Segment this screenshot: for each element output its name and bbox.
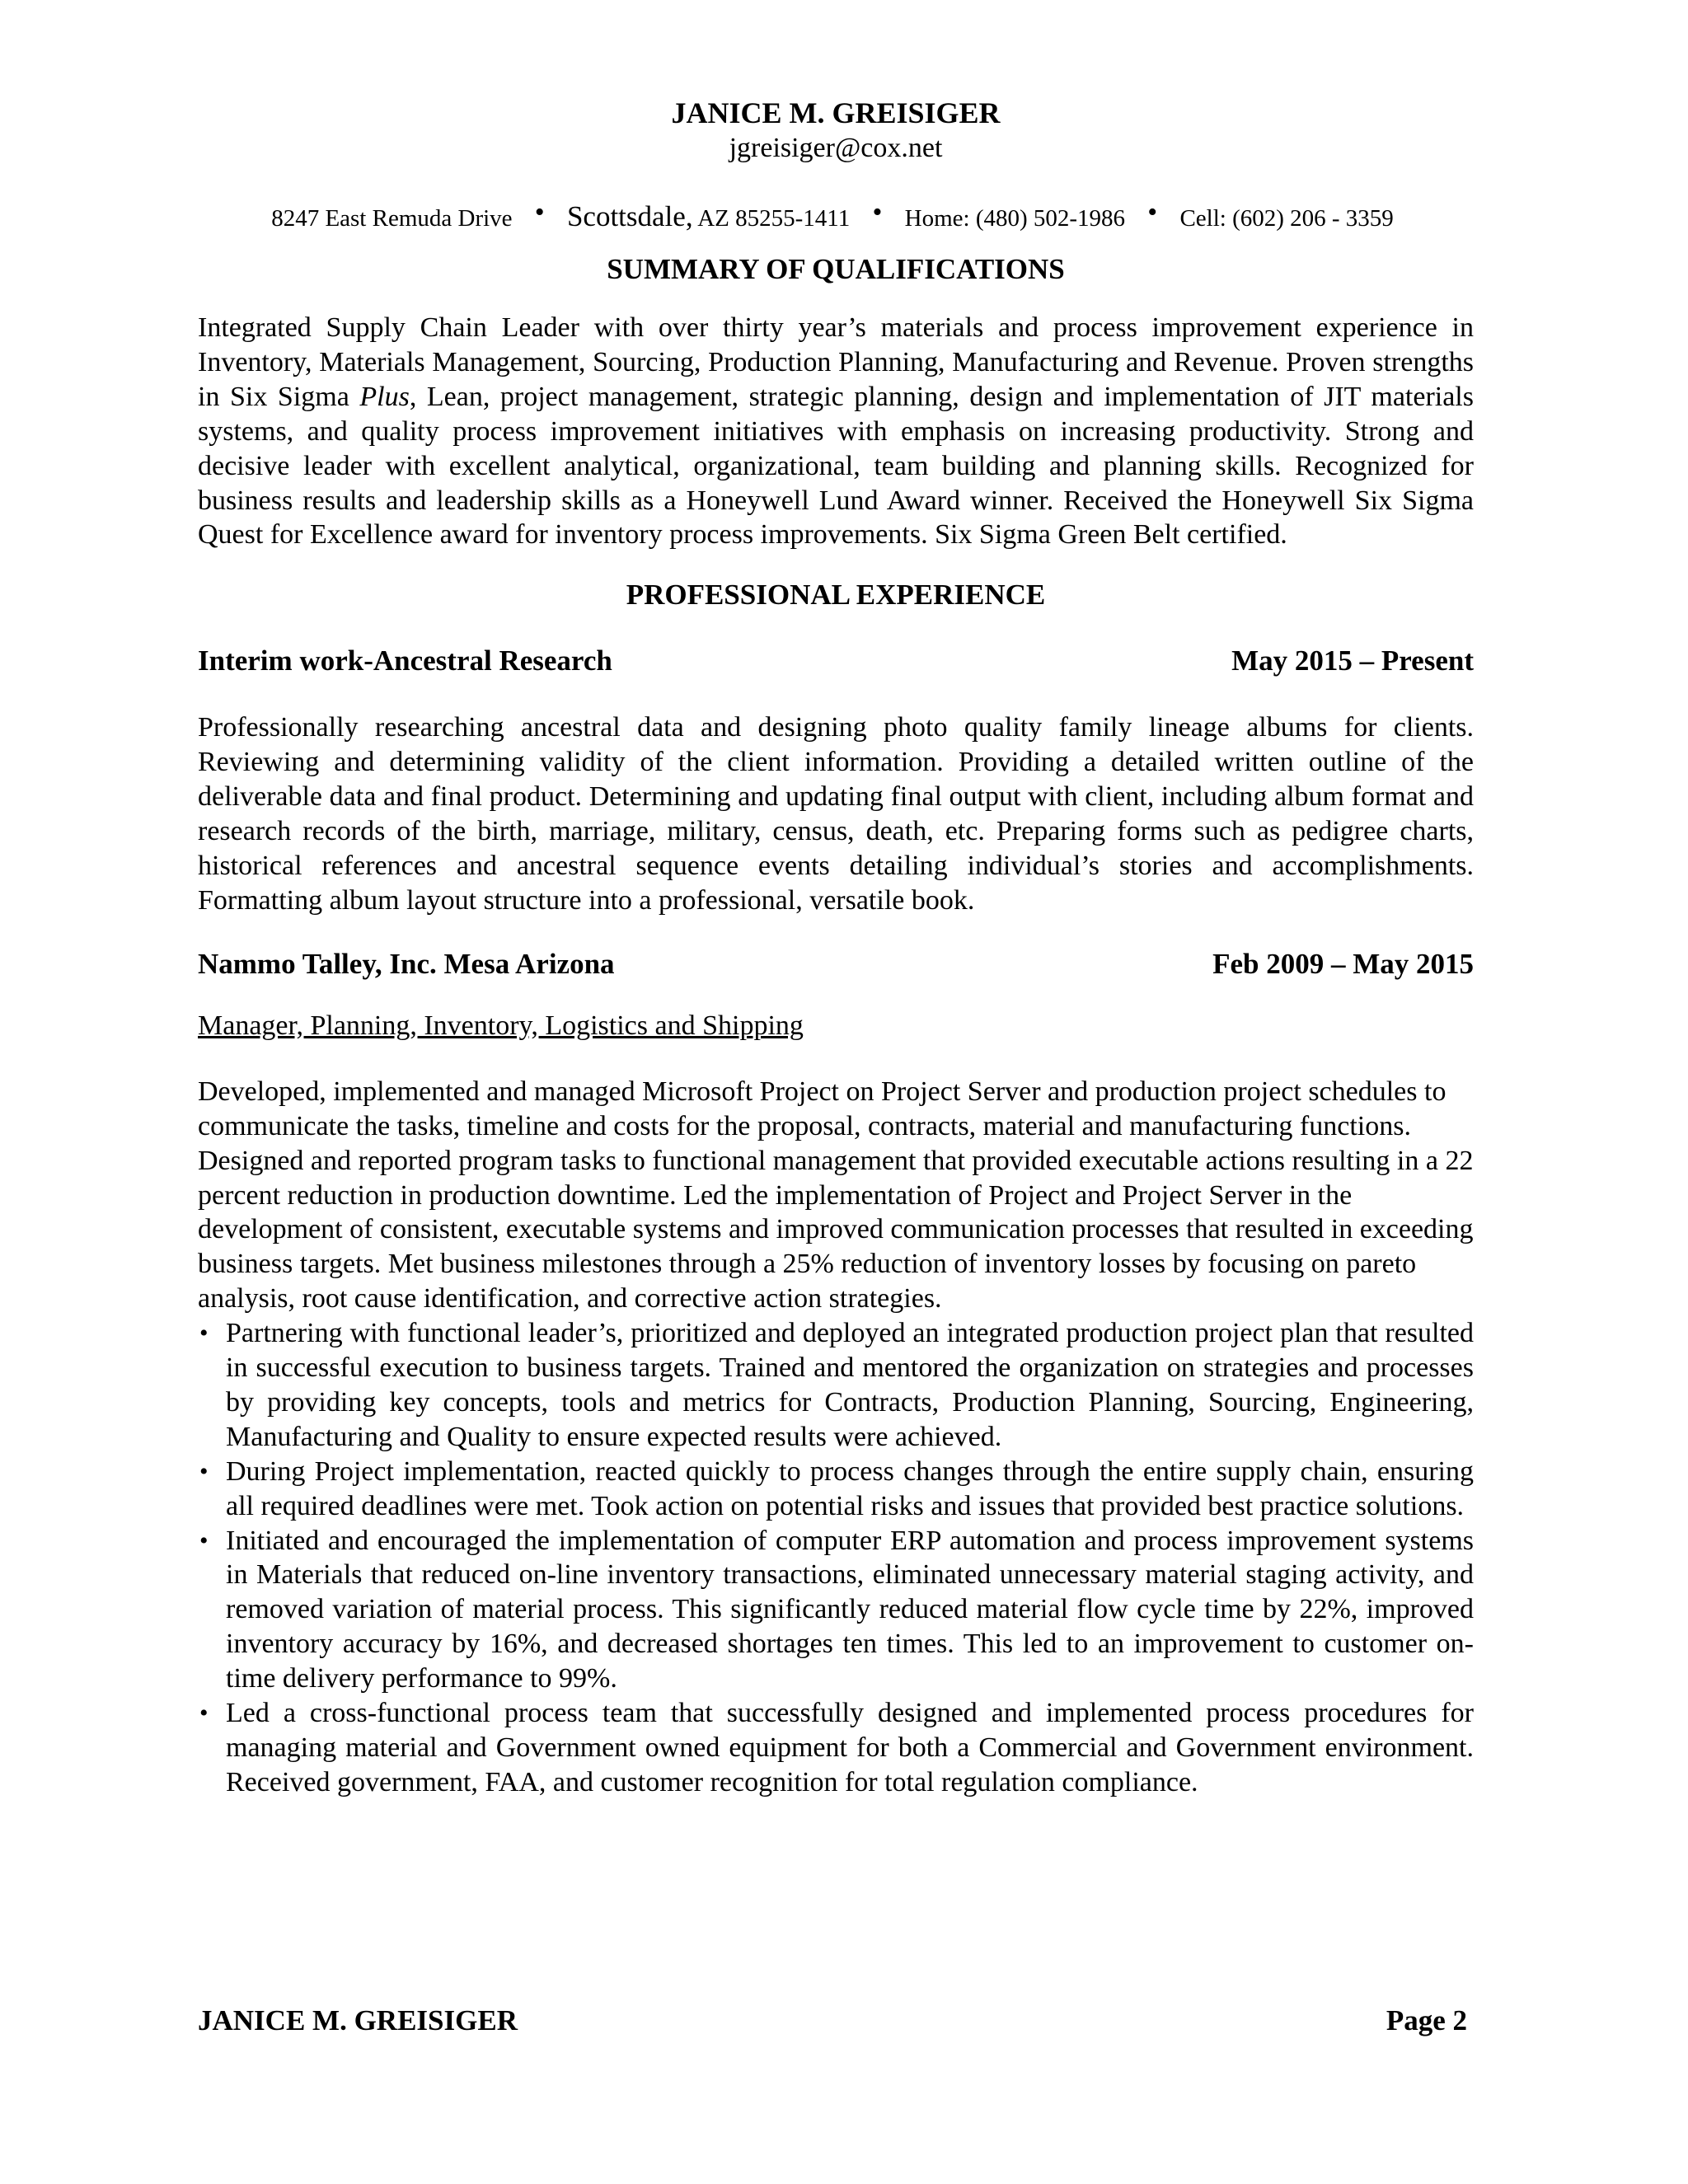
list-item bbox=[198, 1455, 1474, 1524]
achievement-list bbox=[198, 1316, 1474, 1800]
cell-phone: Cell: (602) 206 - 3359 bbox=[1179, 205, 1394, 232]
email-address: jgreisiger@cox.net bbox=[729, 133, 943, 163]
list-item-text: Initiated and encouraged the implementation of computer ERP automation and process improvement systems in Materials that reduced on-line inventory transactions, eliminated unnecessary material staging activity, and removed variation of material process. This significantly reduced material flow cycle time by 22%, improved inventory accuracy by 16%, and decreased shortages ten times. This led to an improvement to customer on-time delivery performance to 99%. bbox=[226, 1525, 1474, 1694]
summary-text-2: , Lean, project management, strategic planning, design and implementation of JIT materials systems, and quality process improvement initiatives with emphasis on increasing productivity. Strong and decisive leader with excellent analytical, organizational, team building and planning skills. Recognized for business results and leadership skills as a Honeywell Lund Award winner. Received the Honeywell Six Sigma Quest for Excellence award for inventory process improvements. Six Sigma Green Belt certified. bbox=[198, 381, 1474, 551]
bullet-icon: • bbox=[199, 1319, 209, 1347]
resume-page bbox=[198, 95, 1474, 1800]
separator-dot: • bbox=[534, 197, 545, 227]
list-item bbox=[198, 1524, 1474, 1697]
summary-paragraph bbox=[198, 311, 1474, 552]
state-zip: AZ 85255-1411 bbox=[697, 205, 851, 232]
job-dates: May 2015 – Present bbox=[1231, 644, 1474, 677]
list-item bbox=[198, 1316, 1474, 1455]
list-item-text: Partnering with functional leader’s, prioritized and deployed an integrated production project plan that resulted in successful execution to business targets. Trained and mentored the organization on strategies and processes by providing key concepts, tools and metrics for Contracts, Production Planning, Sourcing, Engineering, Manufacturing and Quality to ensure expected results were achieved. bbox=[226, 1318, 1474, 1452]
job-description: Developed, implemented and managed Microsoft Project on Project Server and production project schedules to communicate the tasks, timeline and costs for the proposal, contracts, material and manufacturing functions. Designed and reported program tasks to functional management that provided executable actions resulting in a 22 percent reduction in production downtime. Led the implementation of Project and Project Server in the development of consistent, executable systems and improved communication processes that resulted in exceeding business targets. Met business milestones through a 25% reduction of inventory losses by focusing on pareto analysis, root cause identification, and corrective action strategies. bbox=[198, 1076, 1474, 1315]
city: Scottsdale, bbox=[566, 200, 693, 232]
separator-dot: • bbox=[872, 197, 883, 227]
summary-text-italic: Plus bbox=[359, 381, 410, 412]
street-address: 8247 East Remuda Drive bbox=[271, 205, 513, 232]
list-item-text: During Project implementation, reacted quickly to process changes through the entire supply chain, ensuring all required deadlines were met. Took action on potential risks and issues that provided best practice solutions. bbox=[226, 1455, 1474, 1521]
list-item bbox=[198, 1696, 1474, 1800]
summary-text-1: Integrated Supply Chain Leader with over thirty year’s materials and process improvement experience in Inventory, Materials Management, Sourcing, Production Planning, Manufacturing and Revenue. Proven strengths in Six Sigma bbox=[198, 312, 1474, 412]
resume-name: JANICE M. GREISIGER bbox=[671, 96, 1001, 129]
footer-name: JANICE M. GREISIGER bbox=[198, 2004, 518, 2036]
job-dates: Feb 2009 – May 2015 bbox=[1212, 947, 1474, 980]
experience-heading: PROFESSIONAL EXPERIENCE bbox=[626, 579, 1046, 612]
bullet-icon: • bbox=[199, 1457, 209, 1485]
job-description: Professionally researching ancestral data and designing photo quality family lineage albums for clients. Reviewing and determining validity of the client information. Providing a detailed written outline of the deliverable data and final product. Determining and updating final output with client, including album format and research records of the birth, marriage, military, census, death, etc. Preparing forms such as pedigree charts, historical references and ancestral sequence events detailing individual’s stories and accomplishments. Formatting album layout structure into a professional, versatile book. bbox=[198, 712, 1474, 916]
job-header bbox=[198, 643, 1474, 679]
page-number: Page 2 bbox=[1386, 2004, 1467, 2036]
home-phone: Home: (480) 502-1986 bbox=[904, 205, 1126, 232]
bullet-icon: • bbox=[199, 1699, 209, 1727]
job-title: Interim work-Ancestral Research bbox=[198, 644, 612, 677]
job-header bbox=[198, 946, 1474, 982]
contact-line bbox=[195, 197, 1470, 235]
list-item-text: Led a cross-functional process team that successfully designed and implemented process procedures for managing material and Government owned equipment for both a Commercial and Government environment. Received government, FAA, and customer recognition for total regulation compliance. bbox=[226, 1698, 1474, 1797]
job-role: Manager, Planning, Inventory, Logistics and Shipping bbox=[198, 1010, 804, 1041]
summary-heading: SUMMARY OF QUALIFICATIONS bbox=[607, 253, 1065, 285]
separator-dot: • bbox=[1147, 197, 1158, 227]
page-footer bbox=[198, 2003, 1467, 2039]
bullet-icon: • bbox=[199, 1526, 209, 1554]
job-title: Nammo Talley, Inc. Mesa Arizona bbox=[198, 947, 615, 980]
